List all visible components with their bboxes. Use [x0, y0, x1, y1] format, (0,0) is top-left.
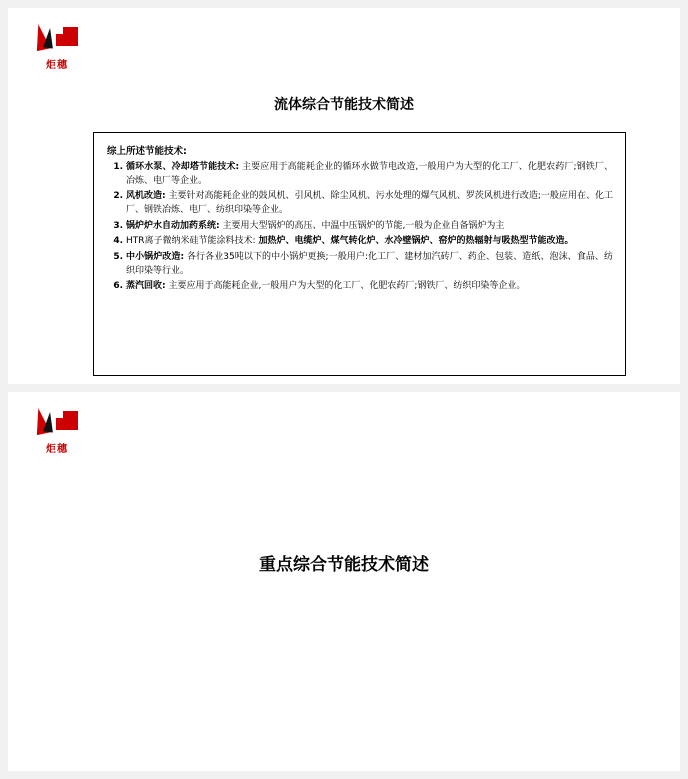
slide-1 [8, 8, 680, 384]
list-item [113, 235, 613, 249]
list-item-text: 主要应用于高能耗企业的循环水做节电改造,一般用户为大型的化工厂、化肥农药厂;钢铁厂、冶炼、电厂等企业。 [126, 162, 613, 186]
list-item-number: 4. [113, 236, 123, 247]
list-item-text: 各行各业35吨以下的中小锅炉更换;一般用户:化工厂、建材加汽砖厂、药企、包装、造纸、泡沫、食品、纺织印染等行业。 [126, 252, 613, 276]
torch-logo-icon [30, 22, 84, 54]
list-item-number: 3. [113, 220, 123, 231]
list-item-lead: 风机改造: [126, 191, 166, 202]
list-item [113, 220, 613, 234]
list-item [113, 190, 613, 217]
list-item [113, 161, 613, 188]
company-logo [30, 22, 90, 74]
list-item-text: 加热炉、电缆炉、煤气转化炉、水冷壁锅炉、窑炉的热辐射与吸热型节能改造。 [258, 236, 574, 247]
list-item-text: 主要用大型锅炉的高压、中温中压锅炉的节能,一般为企业自备锅炉为主 [222, 220, 505, 231]
list-item-lead: 中小锅炉改造: [126, 252, 185, 263]
list-item-number: 5. [113, 252, 123, 263]
list-item-number: 2. [113, 191, 123, 202]
list-item-lead: 循环水泵、冷却塔节能技术: [126, 162, 240, 172]
list-item-lead: HTR离子微纳米硅节能涂料技术: [126, 236, 256, 247]
list-item-number: 6. [113, 281, 123, 292]
torch-logo-icon [30, 406, 84, 438]
logo-notch-shape [56, 411, 63, 418]
logo-notch-shape [56, 27, 63, 34]
logo-text: 炬穗 [46, 444, 68, 455]
list-item-lead: 锅炉炉水自动加药系统: [126, 220, 220, 231]
list-item-text: 主要应用于高能耗企业,一般用户为大型的化工厂、化肥农药厂;钢铁厂、纺织印染等企业。 [168, 281, 526, 292]
box-heading: 综上所述节能技术: [107, 146, 187, 157]
list-item [113, 251, 613, 278]
list-item-text: 主要针对高能耗企业的鼓风机、引风机、除尘风机、污水处理的爆气风机、罗茨风机进行改造;一般应用在、化工厂、钢铁冶炼、电厂、纺织印染等企业。 [126, 191, 613, 216]
logo-text: 炬穗 [46, 60, 68, 71]
list-item-lead: 蒸汽回收: [126, 281, 166, 292]
content-box [93, 132, 626, 376]
slide-1-title: 流体综合节能技术简述 [274, 97, 414, 113]
list-item [113, 280, 613, 294]
technology-list [104, 161, 613, 294]
flame-mid-shape [43, 28, 55, 49]
list-item-number: 1. [113, 162, 123, 172]
slide-2 [8, 392, 680, 771]
company-logo [30, 406, 90, 458]
flame-mid-shape [43, 412, 55, 433]
slide-2-title: 重点综合节能技术简述 [259, 555, 429, 575]
